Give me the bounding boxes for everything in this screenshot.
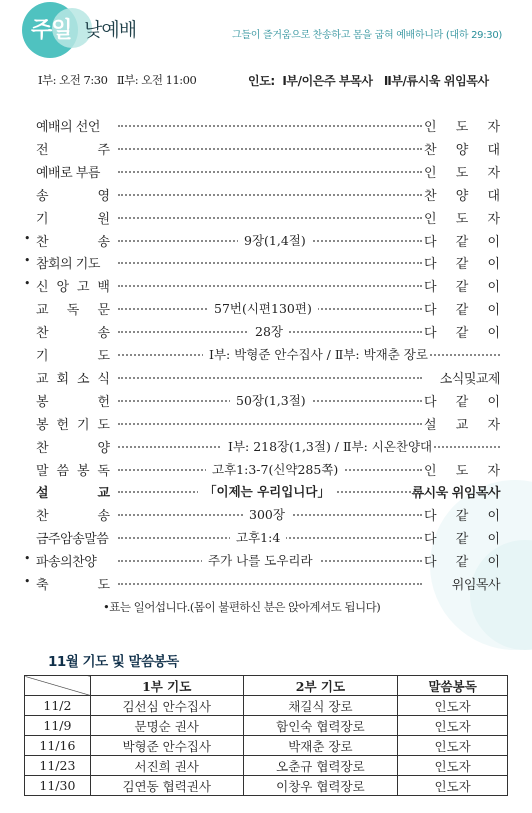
order-item-leader: 인 도 자 <box>424 463 500 479</box>
order-row <box>0 276 532 298</box>
order-item-leader: 인 도 자 <box>424 211 500 227</box>
stand-marker: • <box>24 277 31 291</box>
order-row <box>0 253 532 275</box>
order-row <box>0 116 532 138</box>
second-service-prayer-cell: 이창우 협력장로 <box>243 776 398 796</box>
order-row <box>0 551 532 573</box>
second-service-prayer-cell: 박재춘 장로 <box>243 736 398 756</box>
order-row <box>0 322 532 344</box>
order-item-detail: 57번(시편130편) <box>208 299 318 317</box>
order-item-label: 찬 송 <box>36 234 110 250</box>
order-item-label: 신 앙 고 백 <box>36 280 110 296</box>
order-row <box>0 505 532 527</box>
order-item-detail: Ⅰ부: 218장(1,3절) / Ⅱ부: 시온찬양대 <box>222 437 432 455</box>
order-item-label: 찬 송 <box>36 326 110 342</box>
order-item-label: 봉 헌 <box>36 394 110 410</box>
order-row <box>0 345 532 367</box>
table-row <box>25 776 508 796</box>
dotted-leader <box>118 125 422 127</box>
page-title: 낮예배 <box>84 19 137 41</box>
order-row <box>0 528 532 550</box>
order-item-detail: Ⅰ부: 박형준 안수집사 / Ⅱ부: 박재춘 장로 <box>203 345 428 363</box>
header-first-service-prayer: 1부 기도 <box>90 676 243 696</box>
order-item-label: 교 회 소 식 <box>36 371 110 387</box>
service-times: Ⅰ부: 오전 7:30 Ⅱ부: 오전 11:00 <box>38 73 197 87</box>
order-item-detail: 50장(1,3절) <box>230 391 312 409</box>
stand-marker: • <box>24 231 31 245</box>
order-item-detail: 주가 나를 도우리라 <box>202 551 319 569</box>
dotted-leader <box>118 285 422 287</box>
first-service-prayer-cell: 문명순 권사 <box>90 716 243 736</box>
order-item-label: 말 씀 봉 독 <box>36 463 110 479</box>
table-corner-cell <box>25 676 91 696</box>
order-item-label: 참회의 기도 <box>36 257 100 273</box>
first-service-prayer-cell: 서진희 권사 <box>90 756 243 776</box>
scripture-reader-cell: 인도자 <box>398 716 508 736</box>
order-item-leader: 인 도 자 <box>424 165 500 181</box>
order-item-label: 교 독 문 <box>36 303 110 319</box>
table-header-row <box>25 676 508 696</box>
order-item-leader: 다 같 이 <box>424 326 500 342</box>
order-item-leader: 소식및교제 <box>439 371 500 387</box>
dotted-leader <box>118 423 422 425</box>
order-row <box>0 231 532 253</box>
first-service-prayer-cell: 김연동 협력권사 <box>90 776 243 796</box>
order-item-label: 찬 송 <box>36 509 110 525</box>
order-item-label: 설 교 <box>36 486 110 502</box>
order-item-detail: 「이제는 우리입니다」 <box>198 482 336 500</box>
order-item-label: 파송의찬양 <box>36 555 97 571</box>
table-row <box>25 756 508 776</box>
prayer-section-title: 11월 기도 및 말씀봉독 <box>48 654 179 670</box>
order-item-label: 금주암송말씀 <box>36 532 109 548</box>
order-row <box>0 414 532 436</box>
scripture-reader-cell: 인도자 <box>398 736 508 756</box>
dotted-leader <box>118 171 422 173</box>
second-service-prayer-cell: 채길식 장로 <box>243 696 398 716</box>
prayer-table <box>24 675 508 796</box>
order-item-leader: 다 같 이 <box>424 509 500 525</box>
standing-note: •표는 일어섭니다.(몸이 불편하신 분은 앉아계셔도 됩니다) <box>103 600 381 614</box>
order-row <box>0 299 532 321</box>
order-item-leader: 다 같 이 <box>424 234 500 250</box>
order-item-detail: 고후1:4 <box>230 528 286 546</box>
table-row <box>25 696 508 716</box>
scripture-reader-cell: 인도자 <box>398 776 508 796</box>
dotted-leader <box>118 262 422 264</box>
order-row <box>0 437 532 459</box>
order-item-leader: 다 같 이 <box>424 555 500 571</box>
service-leaders: 인도: Ⅰ부/이은주 부목사 Ⅱ부/류시욱 위임목사 <box>248 74 489 88</box>
second-service-prayer-cell: 함인숙 협력장로 <box>243 716 398 736</box>
order-row <box>0 162 532 184</box>
table-row <box>25 716 508 736</box>
date-cell: 11/9 <box>25 716 91 736</box>
dotted-leader <box>118 583 422 585</box>
order-row <box>0 391 532 413</box>
first-service-prayer-cell: 김선심 안수집사 <box>90 696 243 716</box>
order-row <box>0 482 532 504</box>
page-title-first: 주일 <box>31 18 72 43</box>
order-item-leader: 설 교 자 <box>424 417 500 433</box>
order-item-leader: 다 같 이 <box>424 532 500 548</box>
order-row <box>0 574 532 596</box>
scripture-reader-cell: 인도자 <box>398 696 508 716</box>
order-item-detail: 고후1:3-7(신약285쪽) <box>206 460 344 478</box>
order-item-label: 찬 양 <box>36 440 110 456</box>
scripture-reader-cell: 인도자 <box>398 756 508 776</box>
order-item-leader: 다 같 이 <box>424 394 500 410</box>
order-item-label: 전 주 <box>36 142 110 158</box>
date-cell: 11/16 <box>25 736 91 756</box>
order-item-detail: 300장 <box>243 505 291 523</box>
order-item-detail: 9장(1,4절) <box>238 231 312 249</box>
order-row <box>0 208 532 230</box>
first-service-prayer-cell: 박형준 안수집사 <box>90 736 243 756</box>
second-service-prayer-cell: 오춘규 협력장로 <box>243 756 398 776</box>
dotted-leader <box>118 217 422 219</box>
order-item-leader: 다 같 이 <box>424 257 500 273</box>
order-item-leader: 다 같 이 <box>424 280 500 296</box>
order-row <box>0 368 532 390</box>
dotted-leader <box>118 194 422 196</box>
order-item-leader: 찬 양 대 <box>424 188 500 204</box>
order-item-label: 예배의 선언 <box>36 120 100 135</box>
order-row <box>0 460 532 482</box>
order-row <box>0 185 532 207</box>
date-cell: 11/23 <box>25 756 91 776</box>
dotted-leader <box>118 148 422 150</box>
order-item-label: 송 영 <box>36 188 110 204</box>
order-item-leader: 위임목사 <box>451 578 500 593</box>
order-row <box>0 139 532 161</box>
date-cell: 11/30 <box>25 776 91 796</box>
verse-text: 그들이 즐거움으로 찬송하고 몸을 굽혀 예배하니라 (대하 29:30) <box>232 30 502 41</box>
order-item-label: 예배로 부름 <box>36 165 100 181</box>
order-item-leader: 다 같 이 <box>424 303 500 319</box>
order-item-detail: 28장 <box>249 322 289 340</box>
header-second-service-prayer: 2부 기도 <box>243 676 398 696</box>
stand-marker: • <box>24 254 31 268</box>
order-item-label: 기 도 <box>36 349 110 364</box>
order-item-leader: 찬 양 대 <box>424 142 500 158</box>
order-item-label: 봉 헌 기 도 <box>36 417 110 433</box>
order-item-leader: 류시욱 위임목사 <box>411 486 500 502</box>
date-cell: 11/2 <box>25 696 91 716</box>
order-item-label: 축 도 <box>36 578 110 593</box>
table-row <box>25 736 508 756</box>
order-item-leader: 인 도 자 <box>424 120 500 135</box>
order-item-label: 기 원 <box>36 211 110 227</box>
stand-marker: • <box>24 552 31 566</box>
header-scripture-reading: 말씀봉독 <box>398 676 508 696</box>
stand-marker: • <box>24 575 31 588</box>
dotted-leader <box>118 377 422 379</box>
